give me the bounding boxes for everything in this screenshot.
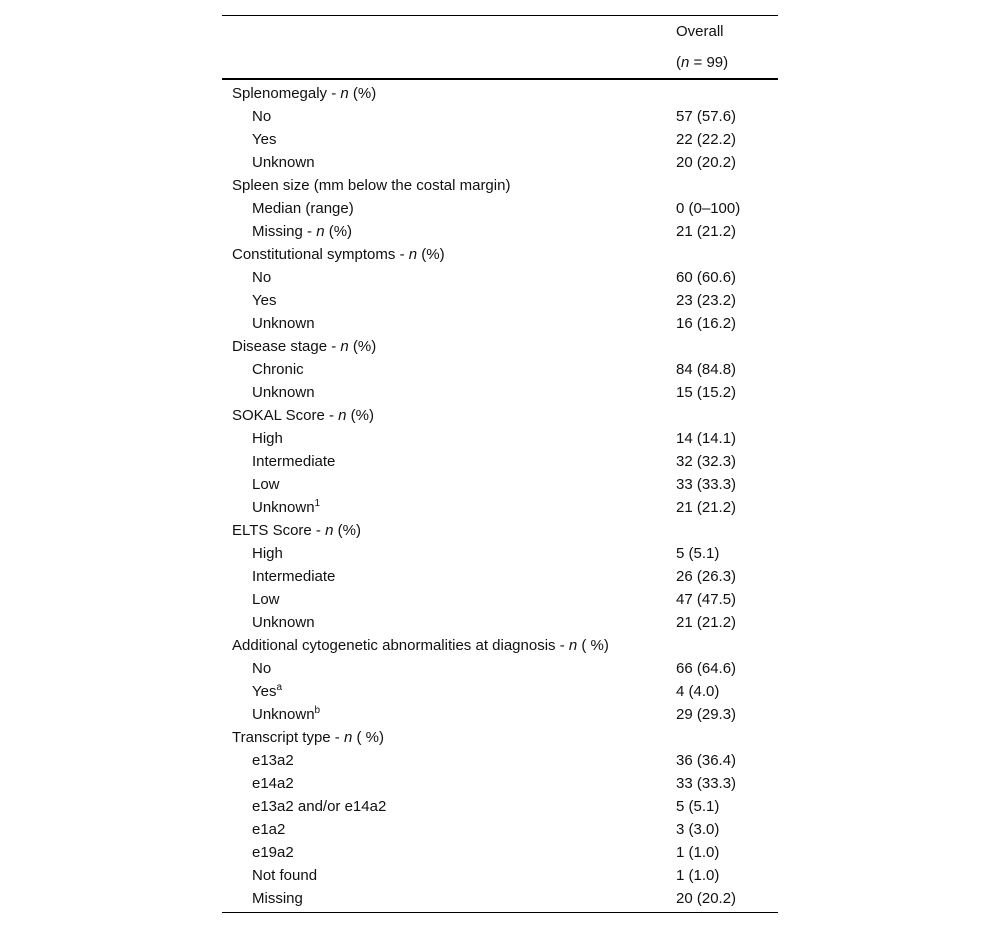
n-symbol: n bbox=[325, 522, 334, 539]
row-value: 29 (29.3) bbox=[676, 706, 737, 723]
label-suffix: ( %) bbox=[352, 729, 384, 746]
group-label bbox=[232, 634, 609, 657]
row-value: 1 (1.0) bbox=[676, 844, 720, 861]
table-row bbox=[222, 128, 778, 151]
label-text: Yes bbox=[252, 131, 277, 148]
n-symbol: n bbox=[338, 407, 347, 424]
label-text: Unknown bbox=[252, 384, 315, 401]
label-text: Constitutional symptoms - bbox=[232, 246, 409, 263]
table-body bbox=[222, 80, 778, 912]
table-row bbox=[222, 565, 778, 588]
table-row bbox=[222, 358, 778, 381]
table-row bbox=[222, 542, 778, 565]
row-value: 57 (57.6) bbox=[676, 108, 737, 125]
table-row bbox=[222, 864, 778, 887]
row-label bbox=[252, 818, 285, 841]
row-label bbox=[252, 151, 315, 174]
label-text: ELTS Score - bbox=[232, 522, 326, 539]
row-value: 36 (36.4) bbox=[676, 752, 737, 769]
label-text: Unknown bbox=[252, 154, 315, 171]
row-label bbox=[252, 450, 335, 473]
table-group-row bbox=[222, 404, 778, 427]
group-label bbox=[232, 726, 384, 749]
row-label bbox=[252, 611, 315, 634]
label-text: Unknown bbox=[252, 499, 315, 516]
row-value: 20 (20.2) bbox=[676, 890, 737, 907]
label-text: Unknown bbox=[252, 315, 315, 332]
row-value: 21 (21.2) bbox=[676, 499, 737, 516]
label-suffix: (%) bbox=[346, 407, 374, 424]
n-symbol: n bbox=[568, 637, 578, 654]
label-text: Unknown bbox=[252, 706, 315, 723]
label-text: High bbox=[252, 545, 283, 562]
table-row bbox=[222, 611, 778, 634]
n-symbol: n bbox=[408, 246, 418, 263]
group-label bbox=[232, 404, 374, 427]
row-value: 22 (22.2) bbox=[676, 131, 737, 148]
table-group-row bbox=[222, 519, 778, 542]
row-value: 66 (64.6) bbox=[676, 660, 737, 677]
label-text: e1a2 bbox=[252, 821, 286, 838]
n-symbol: n bbox=[343, 729, 353, 746]
row-value: 26 (26.3) bbox=[676, 568, 737, 585]
table-row bbox=[222, 289, 778, 312]
group-label bbox=[232, 82, 376, 105]
table-row bbox=[222, 772, 778, 795]
row-value: 15 (15.2) bbox=[676, 384, 737, 401]
label-text: Yes bbox=[252, 683, 277, 700]
row-value: 21 (21.2) bbox=[676, 614, 737, 631]
label-text: Low bbox=[252, 476, 280, 493]
group-label bbox=[232, 174, 510, 197]
group-label bbox=[232, 243, 445, 266]
row-value: 33 (33.3) bbox=[676, 476, 737, 493]
row-value: 0 (0–100) bbox=[676, 200, 741, 217]
table-group-row bbox=[222, 243, 778, 266]
row-value: 5 (5.1) bbox=[676, 798, 720, 815]
label-text: Disease stage - bbox=[232, 338, 341, 355]
row-label bbox=[252, 220, 352, 243]
row-value: 1 (1.0) bbox=[676, 867, 720, 884]
label-text: Additional cytogenetic abnormalities at diagnosis - bbox=[232, 637, 569, 654]
label-suffix: (%) bbox=[333, 522, 361, 539]
label-text: No bbox=[252, 660, 272, 677]
row-label bbox=[252, 289, 276, 312]
table-row bbox=[222, 887, 778, 910]
bottom-rule bbox=[222, 912, 778, 913]
row-label bbox=[252, 841, 294, 864]
label-text: No bbox=[252, 269, 272, 286]
table-row bbox=[222, 197, 778, 220]
table-row bbox=[222, 703, 778, 726]
n-value: 99 bbox=[706, 54, 724, 71]
column-header-overall: Overall bbox=[676, 23, 724, 40]
row-value: 32 (32.3) bbox=[676, 453, 737, 470]
row-label bbox=[252, 680, 282, 703]
footnote-marker: a bbox=[276, 682, 283, 693]
label-text: SOKAL Score - bbox=[232, 407, 339, 424]
n-symbol: n bbox=[340, 85, 349, 102]
group-label bbox=[232, 519, 361, 542]
row-label bbox=[252, 105, 271, 128]
row-label bbox=[252, 772, 294, 795]
table-group-row bbox=[222, 726, 778, 749]
row-label bbox=[252, 749, 294, 772]
row-value: 5 (5.1) bbox=[676, 545, 720, 562]
label-text: e13a2 and/or e14a2 bbox=[252, 798, 387, 815]
table-row bbox=[222, 657, 778, 680]
row-value: 84 (84.8) bbox=[676, 361, 737, 378]
row-value: 33 (33.3) bbox=[676, 775, 737, 792]
table-row bbox=[222, 450, 778, 473]
row-label bbox=[252, 312, 315, 335]
footnote-marker: b bbox=[314, 705, 321, 716]
label-text: Chronic bbox=[252, 361, 304, 378]
characteristics-table bbox=[222, 15, 778, 913]
label-text: Intermediate bbox=[252, 568, 336, 585]
table-row bbox=[222, 496, 778, 519]
row-value: 20 (20.2) bbox=[676, 154, 737, 171]
row-value: 21 (21.2) bbox=[676, 223, 737, 240]
label-text: e14a2 bbox=[252, 775, 294, 792]
table-row bbox=[222, 105, 778, 128]
row-value: 3 (3.0) bbox=[676, 821, 720, 838]
table-row bbox=[222, 841, 778, 864]
group-label bbox=[232, 335, 376, 358]
label-suffix: ( %) bbox=[577, 637, 609, 654]
table-group-row bbox=[222, 82, 778, 105]
label-text: Intermediate bbox=[252, 453, 336, 470]
table-header bbox=[222, 16, 778, 78]
table-row bbox=[222, 151, 778, 174]
row-label bbox=[252, 496, 320, 519]
table-row bbox=[222, 749, 778, 772]
label-text: e13a2 bbox=[252, 752, 294, 769]
table-row bbox=[222, 312, 778, 335]
label-text: Splenomegaly - bbox=[232, 85, 341, 102]
row-value: 4 (4.0) bbox=[676, 683, 720, 700]
label-text: Not found bbox=[252, 867, 318, 884]
table-row bbox=[222, 381, 778, 404]
row-label bbox=[252, 381, 315, 404]
label-text: Low bbox=[252, 591, 280, 608]
table-row bbox=[222, 680, 778, 703]
table-group-row bbox=[222, 174, 778, 197]
label-text: Transcript type - bbox=[232, 729, 344, 746]
table-group-row bbox=[222, 634, 778, 657]
row-label bbox=[252, 864, 317, 887]
row-value: 60 (60.6) bbox=[676, 269, 737, 286]
row-label bbox=[252, 358, 304, 381]
n-symbol: n bbox=[316, 223, 325, 240]
label-text: Spleen size (mm below the costal margin) bbox=[232, 177, 511, 194]
table-row bbox=[222, 473, 778, 496]
n-symbol: n bbox=[340, 338, 349, 355]
row-label bbox=[252, 542, 283, 565]
label-suffix: (%) bbox=[417, 246, 445, 263]
label-text: No bbox=[252, 108, 272, 125]
label-text: Yes bbox=[252, 292, 277, 309]
row-value: 14 (14.1) bbox=[676, 430, 737, 447]
row-label bbox=[252, 588, 280, 611]
row-label bbox=[252, 565, 335, 588]
label-suffix: (%) bbox=[348, 85, 377, 102]
label-text: High bbox=[252, 430, 283, 447]
row-label bbox=[252, 795, 386, 818]
row-label bbox=[252, 197, 354, 220]
row-label bbox=[252, 266, 271, 289]
label-text: Missing - bbox=[252, 223, 317, 240]
table-row bbox=[222, 427, 778, 450]
n-symbol: n bbox=[681, 54, 690, 71]
row-label bbox=[252, 657, 271, 680]
row-value: 23 (23.2) bbox=[676, 292, 737, 309]
label-suffix: (%) bbox=[324, 223, 353, 240]
label-suffix: (%) bbox=[348, 338, 377, 355]
row-label bbox=[252, 887, 303, 910]
table-row bbox=[222, 818, 778, 841]
label-text: Missing bbox=[252, 890, 303, 907]
table-row bbox=[222, 220, 778, 243]
row-value: 16 (16.2) bbox=[676, 315, 737, 332]
table-group-row bbox=[222, 335, 778, 358]
column-header-n: (n = 99) bbox=[676, 54, 729, 71]
table-row bbox=[222, 588, 778, 611]
row-label bbox=[252, 473, 280, 496]
row-value: 47 (47.5) bbox=[676, 591, 737, 608]
row-label bbox=[252, 128, 276, 151]
row-label bbox=[252, 703, 320, 726]
footnote-marker: 1 bbox=[314, 498, 321, 509]
label-text: Median (range) bbox=[252, 200, 354, 217]
table-row bbox=[222, 266, 778, 289]
table-row bbox=[222, 795, 778, 818]
label-text: e19a2 bbox=[252, 844, 294, 861]
label-text: Unknown bbox=[252, 614, 315, 631]
row-label bbox=[252, 427, 283, 450]
